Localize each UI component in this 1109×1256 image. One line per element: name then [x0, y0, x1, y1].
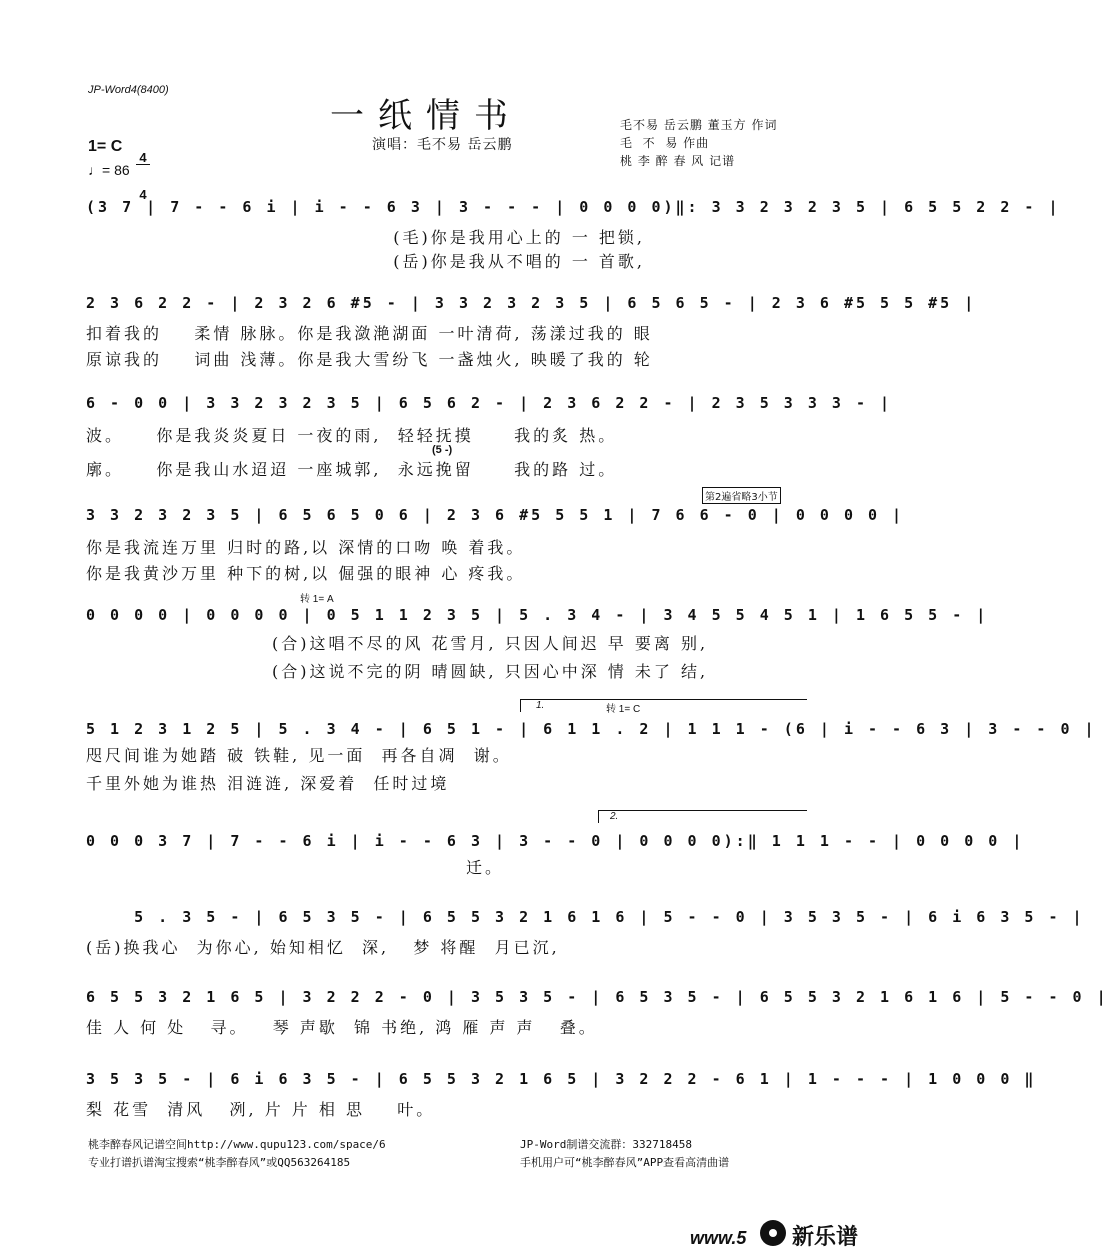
- footer-group-number: JP-Word制谱交流群：332718458: [520, 1138, 692, 1151]
- lyric-row-7: 迁。: [86, 858, 505, 877]
- software-label: JP-Word4(8400): [88, 84, 169, 96]
- time-signature-bottom: 4: [139, 187, 147, 202]
- lyric-row-10: 梨 花雪 清风 冽, 片 片 相 思 叶。: [86, 1100, 436, 1119]
- key-signature: 1= C: [88, 138, 123, 155]
- lyric-row-9: 佳 人 何 处 寻。 琴 声歇 锦 书绝, 鸿 雁 声 声 叠。: [86, 1018, 598, 1037]
- notation-row-7: 0 0 0 3 7 | 7 - - 6 i | i - - 6 3 | 3 - - 0 | 0 0 0 0):‖ 1 1 1 - - | 0 0 0 0 |: [86, 832, 1025, 850]
- alternate-note-mark: (5 -): [432, 444, 453, 456]
- notation-row-4: 3 3 2 3 2 3 5 | 6 5 6 5 0 6 | 2 3 6 #5 5 5 1 | 7 6 6 - 0 | 0 0 0 0 |: [86, 506, 905, 524]
- ending-1-bracket: [520, 699, 807, 712]
- lyric-row-2-verse-1: 扣着我的 柔情 脉脉。你是我潋滟湖面 一叶清荷, 荡漾过我的 眼: [86, 324, 653, 343]
- notation-row-5: 0 0 0 0 | 0 0 0 0 | 0 5 1 1 2 3 5 | 5 . 3 4 - | 3 4 5 5 4 5 1 | 1 6 5 5 - |: [86, 606, 989, 624]
- lyric-row-4-verse-1: 你是我流连万里 归时的路,以 深情的口吻 唤 着我。: [86, 538, 526, 557]
- footer-taobao-note: 专业打谱扒谱淘宝搜索“桃李醉春风”或QQ563264185: [88, 1156, 351, 1169]
- lyric-row-6-verse-2: 千里外她为谁热 泪涟涟, 深爱着 任时过境: [86, 774, 450, 793]
- lyric-row-5-verse-2: (合)这说不完的阴 晴圆缺, 只因心中深 情 未了 结,: [86, 662, 709, 681]
- notation-row-2: 2 3 6 2 2 - | 2 3 2 6 #5 - | 3 3 2 3 2 3 5 | 6 5 6 5 - | 2 3 6 #5 5 5 #5 |: [86, 294, 977, 312]
- credit-notation: 桃 李 醉 春 风 记谱: [620, 154, 736, 168]
- lyric-row-5-verse-1: (合)这唱不尽的风 花雪月, 只因人间迟 早 要离 别,: [86, 634, 709, 653]
- singers: 演唱：毛不易 岳云鹏: [372, 137, 513, 153]
- tempo: ♩= 86: [88, 162, 130, 178]
- credit-lyrics: 毛不易 岳云鹏 董玉方 作词: [620, 118, 778, 132]
- lyric-row-3-verse-1: 波。 你是我炎炎夏日 一夜的雨, 轻轻抚摸 我的炙 热。: [86, 426, 618, 445]
- footer-app-note: 手机用户可“桃李醉春风”APP查看高清曲谱: [520, 1156, 730, 1169]
- ending-2-label: 2.: [610, 811, 619, 822]
- lyric-row-1-verse-1: (毛)你是我用心上的 一 把锁,: [86, 228, 646, 247]
- record-disc-icon: [760, 1220, 786, 1246]
- modulation-a: 转 1= A: [300, 594, 334, 605]
- watermark-brand: 新乐谱: [792, 1225, 859, 1250]
- ending-1-label: 1.: [536, 700, 545, 711]
- omit-note: 第2遍省略3小节: [702, 487, 781, 504]
- notation-row-8: 5 . 3 5 - | 6 5 3 5 - | 6 5 5 3 2 1 6 1 6 | 5 - - 0 | 3 5 3 5 - | 6 i 6 3 5 - |: [86, 908, 1085, 926]
- credit-music: 毛 不 易 作曲: [620, 136, 710, 150]
- time-signature-top: 4: [136, 152, 150, 165]
- lyric-row-6-verse-1: 咫尺间谁为她踏 破 铁鞋, 见一面 再各自凋 谢。: [86, 746, 512, 765]
- song-title: 一纸情书: [330, 96, 522, 136]
- lyric-row-1-verse-2: (岳)你是我从不唱的 一 首歌,: [86, 252, 646, 271]
- notation-row-1: (3 7 | 7 - - 6 i | i - - 6 3 | 3 - - - | 0 0 0 0)‖: 3 3 2 3 2 3 5 | 6 5 5 2 2 - |: [86, 198, 1061, 216]
- notation-row-6: 5 1 2 3 1 2 5 | 5 . 3 4 - | 6 5 1 - | 6 1 1 . 2 | 1 1 1 - (6 | i - - 6 3 | 3 - - 0 |: [86, 720, 1097, 738]
- lyric-row-3-verse-2: 廓。 你是我山水迢迢 一座城郭, 永远挽留 我的路 过。: [86, 460, 618, 479]
- watermark-url: www.5: [690, 1228, 747, 1248]
- notation-row-10: 3 5 3 5 - | 6 i 6 3 5 - | 6 5 5 3 2 1 6 5 | 3 2 2 2 - 6 1 | 1 - - - | 1 0 0 0 ‖: [86, 1070, 1037, 1088]
- ending-2-bracket: [598, 810, 807, 823]
- notation-row-3: 6 - 0 0 | 3 3 2 3 2 3 5 | 6 5 6 2 - | 2 3 6 2 2 - | 2 3 5 3 3 3 - |: [86, 394, 893, 412]
- lyric-row-4-verse-2: 你是我黄沙万里 种下的树,以 倔强的眼神 心 疼我。: [86, 564, 526, 583]
- footer-space-link[interactable]: 桃李醉春风记谱空间http://www.qupu123.com/space/6: [88, 1138, 386, 1151]
- lyric-row-2-verse-2: 原谅我的 词曲 浅薄。你是我大雪纷飞 一盏烛火, 映暖了我的 轮: [86, 350, 653, 369]
- modulation-c: 转 1= C: [606, 704, 641, 715]
- notation-row-9: 6 5 5 3 2 1 6 5 | 3 2 2 2 - 0 | 3 5 3 5 - | 6 5 3 5 - | 6 5 5 3 2 1 6 1 6 | 5 - - 0 |: [86, 988, 1109, 1006]
- lyric-row-8: (岳)换我心 为你心, 始知相忆 深, 梦 将醒 月已沉,: [86, 938, 560, 957]
